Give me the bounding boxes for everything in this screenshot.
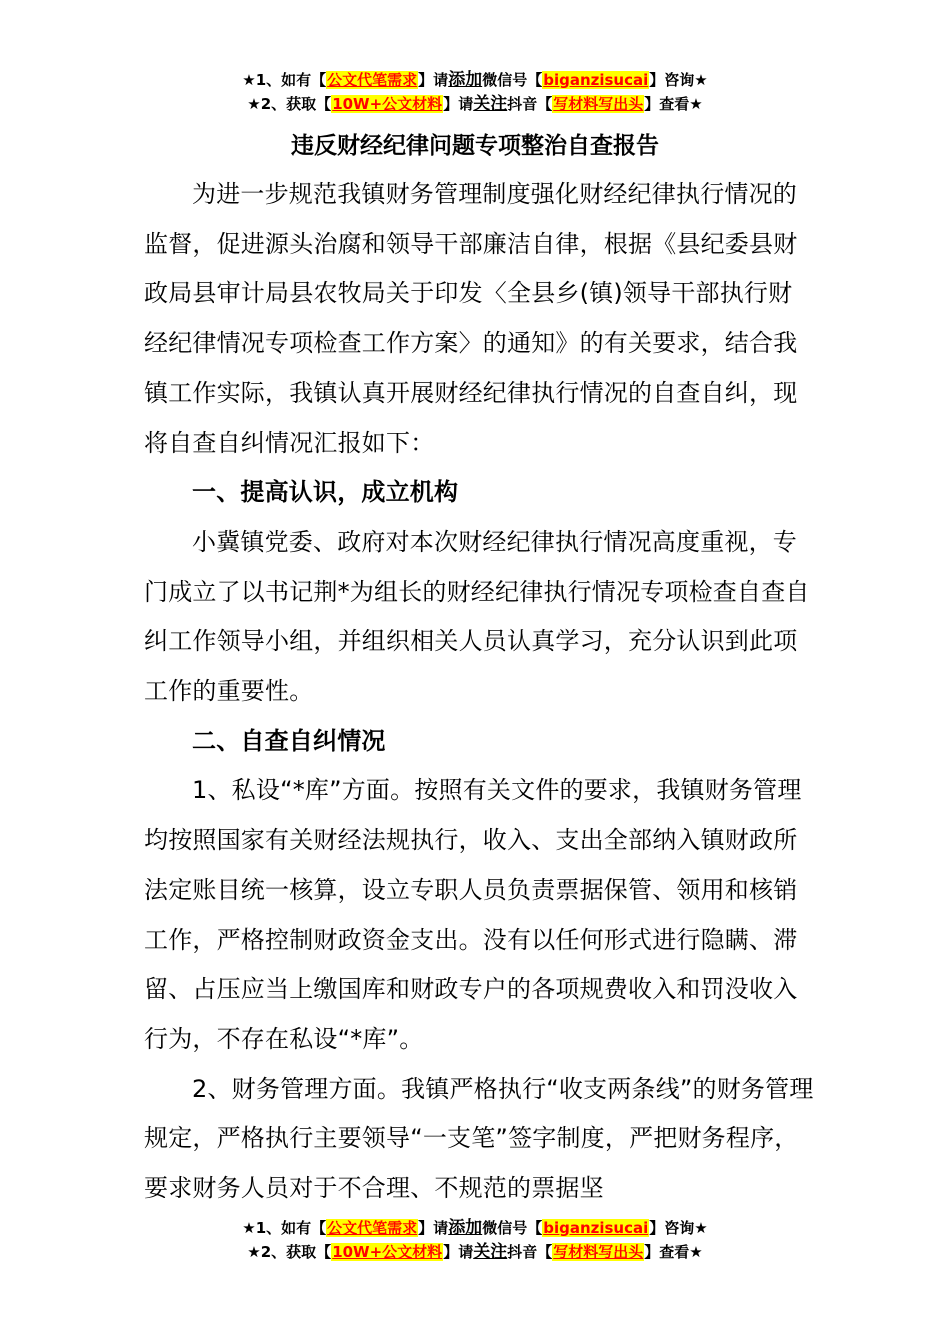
promo-text: 】查看★ [644,1243,703,1261]
promo-text: ★1、如有【 [242,1219,327,1237]
promo-line-1 [0,68,950,92]
promo-text: 】请 [418,71,449,89]
highlight-keyword: 公文代笔需求 [327,71,418,89]
emphasis-text: 添加 [448,70,483,90]
promo-text: ★2、获取【 [247,1243,332,1261]
body-paragraph: 小冀镇党委、政府对本次财经纪律执行情况高度重视，专门成立了以书记荆*为组长的财经纪律执行情况专项检查自查自纠工作领导小组，并组织相关人员认真学习，充分认识到此项工作的重要性。 [144,527,810,706]
douyin-account: 写材料写出头 [553,1243,644,1261]
promo-line-2 [0,1240,950,1264]
promo-text: ★1、如有【 [242,71,327,89]
emphasis-text: 添加 [448,1218,483,1238]
promo-text: 抖音【 [507,1243,553,1261]
wechat-id: biganzisucai [543,71,649,89]
promo-text: 】请 [443,1243,474,1261]
document-title: 违反财经纪律问题专项整治自查报告 [291,133,659,159]
promo-line-1 [0,1216,950,1240]
emphasis-text: 关注 [473,94,508,114]
body-paragraph: 为进一步规范我镇财务管理制度强化财经纪律执行情况的监督，促进源头治腐和领导干部廉洁自律，根据《县纪委县财政局县审计局县农牧局关于印发〈全县乡(镇)领导干部执行财经纪律情况专项检查工作方案〉的通知》的有关要求，结合我镇工作实际，我镇认真开展财经纪律执行情况的自查自纠，现将自查自纠情况汇报如下： [144,180,798,457]
douyin-account: 写材料写出头 [553,95,644,113]
promo-text: 】请 [443,95,474,113]
section-heading: 二、自查自纠情况 [192,726,386,755]
highlight-keyword: 10W+公文材料 [332,1243,443,1261]
body-paragraph: 2、财务管理方面。我镇严格执行“收支两条线”的财务管理规定，严格执行主要领导“一支笔”签字制度，严把财务程序，要求财务人员对于不合理、不规范的票据坚 [144,1074,814,1203]
promo-banner-top [0,68,950,116]
promo-text: 】咨询★ [649,71,708,89]
promo-line-2 [0,92,950,116]
highlight-keyword: 公文代笔需求 [327,1219,418,1237]
highlight-keyword: 10W+公文材料 [332,95,443,113]
promo-text: ★2、获取【 [247,95,332,113]
wechat-id: biganzisucai [543,1219,649,1237]
emphasis-text: 关注 [473,1242,508,1262]
section-heading: 一、提高认识，成立机构 [192,478,459,507]
promo-text: 】请 [418,1219,449,1237]
document-body [144,170,816,1214]
body-paragraph: 1、私设“*库”方面。按照有关文件的要求，我镇财务管理均按照国家有关财经法规执行，收入、支出全部纳入镇财政所法定账目统一核算，设立专职人员负责票据保管、领用和核销工作，严格控制财政资金支出。没有以任何形式进行隐瞒、滞留、占压应当上缴国库和财政专户的各项规费收入和罚没收入行为，不存在私设“*库”。 [144,776,802,1053]
promo-banner-bottom [0,1216,950,1264]
promo-text: 】查看★ [644,95,703,113]
promo-text: 抖音【 [507,95,553,113]
promo-text: 微信号【 [482,1219,543,1237]
promo-text: 】咨询★ [649,1219,708,1237]
promo-text: 微信号【 [482,71,543,89]
